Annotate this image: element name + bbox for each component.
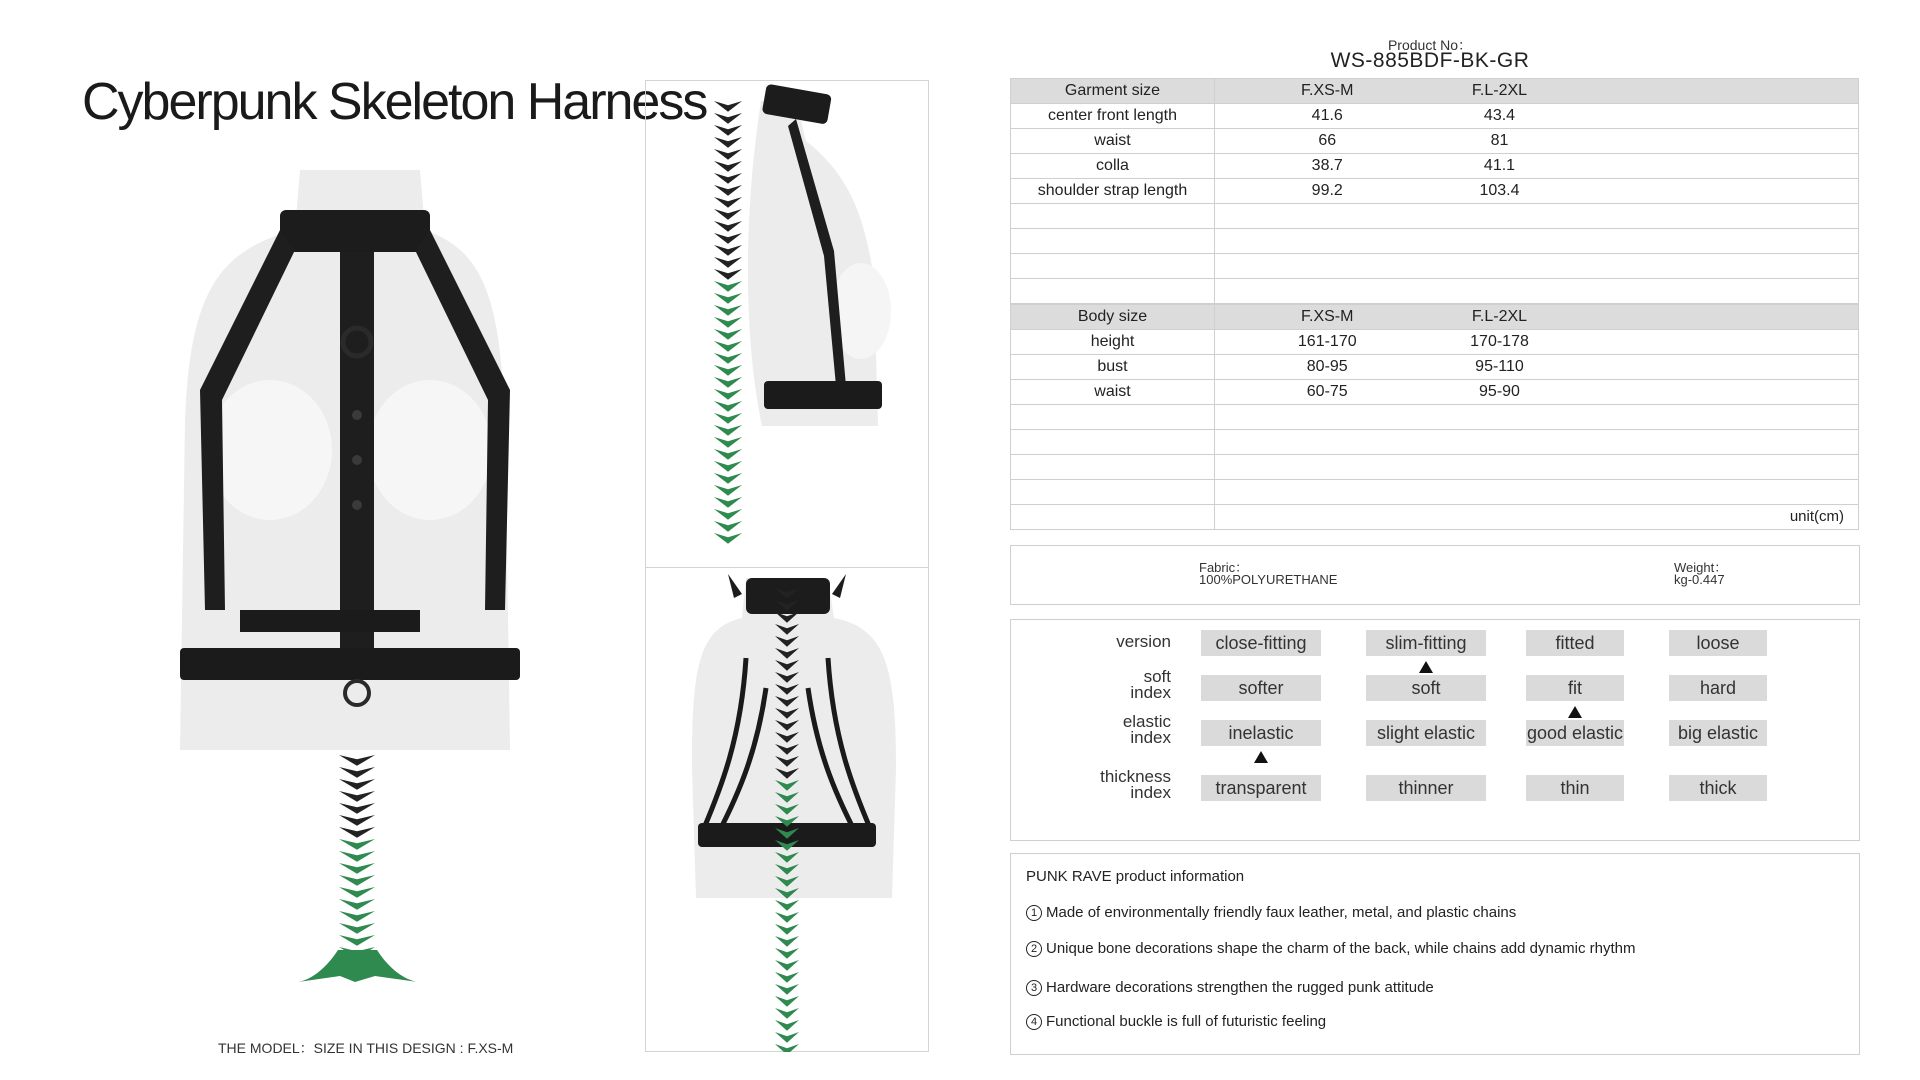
table-cell: 81 xyxy=(1440,129,1560,154)
spine-vertebra xyxy=(339,863,375,874)
spine-vertebra xyxy=(714,185,742,196)
header-cell: F.XS-M xyxy=(1215,305,1440,330)
index-option: hard xyxy=(1669,675,1767,701)
spine-vertebra xyxy=(775,1044,799,1052)
spine-vertebra xyxy=(714,377,742,388)
spine-vertebra xyxy=(714,293,742,304)
info-item-text: Made of environmentally friendly faux leather, metal, and plastic chains xyxy=(1046,904,1517,921)
index-label: elastic index xyxy=(1122,712,1171,747)
header-cell: Body size xyxy=(1011,305,1215,330)
empty-row xyxy=(1011,204,1859,229)
table-cell: 161-170 xyxy=(1215,330,1440,355)
garment-size-table xyxy=(1010,78,1859,304)
spine-vertebra xyxy=(714,389,742,400)
spine-vertebra xyxy=(775,912,799,923)
empty-row xyxy=(1011,455,1859,480)
table-cell: 170-178 xyxy=(1440,330,1560,355)
index-option: slim-fitting xyxy=(1366,630,1486,656)
empty-row xyxy=(1011,229,1859,254)
fabric-value: 100%POLYURETHANE xyxy=(1199,572,1338,587)
spine-vertebra xyxy=(714,485,742,496)
spine-vertebra xyxy=(339,767,375,778)
spine-vertebra xyxy=(714,233,742,244)
table-cell: 41.1 xyxy=(1440,154,1560,179)
index-option: slight elastic xyxy=(1366,720,1486,746)
table-row xyxy=(1011,179,1859,204)
spine-vertebra xyxy=(775,948,799,959)
spine-vertebra xyxy=(714,413,742,424)
detail-photo-frame xyxy=(645,80,929,1052)
spine-vertebra xyxy=(714,221,742,232)
fabric-label: Fabric： xyxy=(1199,560,1249,575)
table-cell: 41.6 xyxy=(1215,104,1440,129)
empty-row xyxy=(1011,254,1859,279)
circled-number-icon: 1 xyxy=(1026,905,1042,921)
table-row xyxy=(1011,380,1859,405)
info-item-text: Unique bone decorations shape the charm of the back, while chains add dynamic rhythm xyxy=(1046,940,1636,957)
index-option: loose xyxy=(1669,630,1767,656)
row-label: colla xyxy=(1011,154,1215,179)
table-cell: 80-95 xyxy=(1215,355,1440,380)
spine-vertebra xyxy=(775,972,799,983)
spine-vertebra xyxy=(339,887,375,898)
index-option: soft xyxy=(1366,675,1486,701)
spine-vertebra xyxy=(775,900,799,911)
spine-vertebra xyxy=(714,149,742,160)
header-cell: F.L-2XL xyxy=(1440,305,1560,330)
circled-number-icon: 3 xyxy=(1026,980,1042,996)
circled-number-icon: 4 xyxy=(1026,1014,1042,1030)
spine-vertebra xyxy=(714,269,742,280)
spine-vertebra xyxy=(339,911,375,922)
spine-vertebra xyxy=(775,924,799,935)
weight-value: kg-0.447 xyxy=(1674,572,1725,587)
spine-vertebra xyxy=(339,923,375,934)
body-size-table xyxy=(1010,304,1859,530)
empty-row xyxy=(1011,505,1859,530)
table-row xyxy=(1011,330,1859,355)
info-item-text: Functional buckle is full of futuristic feeling xyxy=(1046,1013,1327,1030)
product-number: WS-885BDF-BK-GR xyxy=(1330,49,1530,72)
index-option: thick xyxy=(1669,775,1767,801)
table-cell: 99.2 xyxy=(1215,179,1440,204)
spine-vertebra xyxy=(339,839,375,850)
spine-vertebra xyxy=(714,497,742,508)
index-option: big elastic xyxy=(1669,720,1767,746)
row-label: shoulder strap length xyxy=(1011,179,1215,204)
empty-row xyxy=(1011,480,1859,505)
table-cell: 66 xyxy=(1215,129,1440,154)
info-item xyxy=(1026,904,1516,921)
info-item-text: Hardware decorations strengthen the rugged punk attitude xyxy=(1046,979,1434,996)
spine-vertebra xyxy=(339,791,375,802)
info-title: PUNK RAVE product information xyxy=(1026,868,1245,885)
fabric-weight-box xyxy=(1010,545,1860,605)
table-row xyxy=(1011,129,1859,154)
index-option: softer xyxy=(1201,675,1321,701)
index-option: fit xyxy=(1526,675,1624,701)
table-header-row xyxy=(1011,305,1859,330)
index-label: thickness index xyxy=(1100,767,1171,802)
index-label: version xyxy=(1116,632,1171,651)
empty-row xyxy=(1011,405,1859,430)
row-label: height xyxy=(1011,330,1215,355)
info-item xyxy=(1026,940,1636,957)
spine-vertebra xyxy=(714,365,742,376)
table-cell: 95-90 xyxy=(1440,380,1560,405)
spine-vertebra xyxy=(714,281,742,292)
unit-label: unit(cm) xyxy=(1789,508,1844,525)
spine-vertebra xyxy=(714,473,742,484)
spine-vertebra xyxy=(714,305,742,316)
spine-vertebra xyxy=(339,803,375,814)
empty-row xyxy=(1011,430,1859,455)
spine-vertebra xyxy=(714,113,742,124)
row-label: bust xyxy=(1011,355,1215,380)
spine-vertebra xyxy=(714,425,742,436)
index-option: thinner xyxy=(1366,775,1486,801)
spine-vertebra xyxy=(714,449,742,460)
table-header-row xyxy=(1011,79,1859,104)
table-cell: 103.4 xyxy=(1440,179,1560,204)
spine-vertebra xyxy=(339,779,375,790)
spine-vertebra xyxy=(775,936,799,947)
spine-vertebra xyxy=(775,996,799,1007)
spine-vertebra xyxy=(339,815,375,826)
spine-vertebra xyxy=(714,509,742,520)
row-label: center front length xyxy=(1011,104,1215,129)
index-option: close-fitting xyxy=(1201,630,1321,656)
index-option: transparent xyxy=(1201,775,1321,801)
back-view-photo xyxy=(646,568,928,1052)
spine-vertebra xyxy=(339,851,375,862)
spine-vertebra xyxy=(775,960,799,971)
index-option: inelastic xyxy=(1201,720,1321,746)
spine-vertebra xyxy=(714,197,742,208)
row-label: waist xyxy=(1011,129,1215,154)
product-number-label: Product No： xyxy=(1387,37,1473,53)
spine-vertebra xyxy=(339,875,375,886)
table-cell: 43.4 xyxy=(1440,104,1560,129)
spine-vertebra xyxy=(714,437,742,448)
product-title: Cyberpunk Skeleton Harness xyxy=(82,73,707,131)
info-item xyxy=(1026,1013,1326,1030)
table-cell: 60-75 xyxy=(1215,380,1440,405)
spine-vertebra xyxy=(714,533,742,544)
spine-vertebra xyxy=(775,1020,799,1031)
header-cell: F.L-2XL xyxy=(1440,79,1560,104)
spine-vertebra xyxy=(714,245,742,256)
spine-vertebra xyxy=(714,101,742,112)
circled-number-icon: 2 xyxy=(1026,941,1042,957)
spine-vertebra xyxy=(339,827,375,838)
front-view-photo xyxy=(180,170,540,1010)
spine-vertebra xyxy=(775,984,799,995)
info-item xyxy=(1026,979,1434,996)
spine-vertebra xyxy=(339,755,375,766)
table-cell: 95-110 xyxy=(1440,355,1560,380)
model-size-note: THE MODEL：SIZE IN THIS DESIGN : F.XS-M xyxy=(218,1040,514,1056)
spine-vertebra xyxy=(714,209,742,220)
row-label: waist xyxy=(1011,380,1215,405)
spine-vertebra xyxy=(714,161,742,172)
spine-vertebra xyxy=(714,125,742,136)
spine-vertebra xyxy=(775,1032,799,1043)
empty-row xyxy=(1011,279,1859,304)
table-row xyxy=(1011,154,1859,179)
spine-vertebra xyxy=(714,401,742,412)
header-cell: Garment size xyxy=(1011,79,1215,104)
spine-vertebra xyxy=(714,341,742,352)
spine-vertebra xyxy=(714,521,742,532)
spine-vertebra xyxy=(714,173,742,184)
side-view-photo xyxy=(646,81,928,567)
spine-vertebra xyxy=(714,461,742,472)
spine-vertebra xyxy=(339,899,375,910)
spine-vertebra xyxy=(714,353,742,364)
spine-vertebra xyxy=(714,137,742,148)
index-ratings-box xyxy=(1010,619,1860,841)
header-cell: F.XS-M xyxy=(1215,79,1440,104)
table-row xyxy=(1011,355,1859,380)
spine-vertebra xyxy=(714,257,742,268)
selected-triangle-icon xyxy=(1568,706,1582,718)
weight-label: Weight： xyxy=(1674,560,1728,575)
index-label: soft index xyxy=(1130,667,1171,702)
spine-vertebra xyxy=(714,317,742,328)
table-row xyxy=(1011,104,1859,129)
index-option: thin xyxy=(1526,775,1624,801)
product-info-box xyxy=(1010,853,1860,1055)
spine-vertebra xyxy=(714,329,742,340)
index-option: good elastic xyxy=(1526,720,1624,746)
spine-vertebra xyxy=(339,935,375,946)
selected-triangle-icon xyxy=(1254,751,1268,763)
index-option: fitted xyxy=(1526,630,1624,656)
selected-triangle-icon xyxy=(1419,661,1433,673)
spine-vertebra xyxy=(775,1008,799,1019)
table-cell: 38.7 xyxy=(1215,154,1440,179)
